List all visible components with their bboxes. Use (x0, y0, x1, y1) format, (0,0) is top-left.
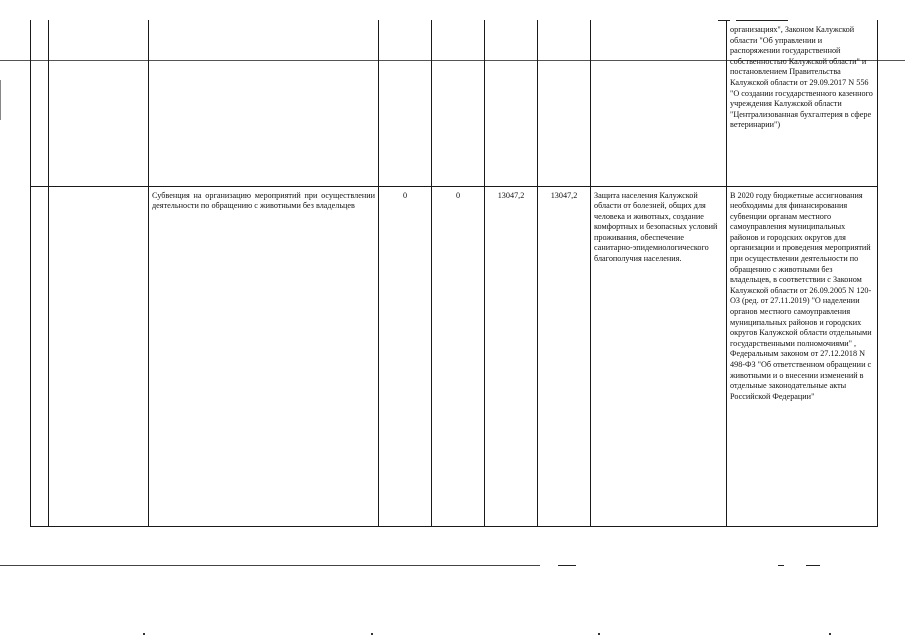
table-row-subsidy (31, 186, 878, 526)
scan-artifact-left-edge (0, 80, 1, 120)
budget-justification-table (30, 20, 878, 527)
cell-value-4 (538, 20, 591, 186)
cell-justification: организациях", Законом Калужской области "Об управлении и распоряжении государственной собственностью Калужской области" и постановлением Правительства Калужской области от 29.09.2017 N 556 "О создании государственного казенного учреждения Калужской области "Централизованная бухгалтерия в сфере ветеринарии") (727, 20, 878, 186)
cell-value-2: 0 (432, 186, 485, 526)
scan-artifact-line-bottom (0, 565, 540, 566)
table-row-continued (31, 20, 878, 186)
scan-dot-3 (598, 633, 600, 635)
cell-name (149, 20, 379, 186)
cell-value-1: 0 (379, 186, 432, 526)
cell-value-3 (485, 20, 538, 186)
cell-goal (591, 20, 727, 186)
cell-justification: В 2020 году бюджетные ассигнования необходимы для финансирования субвенции органам местного самоуправления муниципальных районов и городских округов для организации и проведения мероприятий при осуществлении деятельности по обращению с животными без владельцев, в соответствии с Законом Калужской области от 26.09.2005 N 120-ОЗ (ред. от 27.11.2019) "О наделении органов местного самоуправления муниципальных районов и городских округов Калужской области отдельными государственными полномочиями" , Федеральным законом от 27.12.2018 N 498-ФЗ "Об ответственном обращении с животными и о внесении изменений в отдельные законодательные акты Российской Федерации" (727, 186, 878, 526)
cell-value-3: 13047,2 (485, 186, 538, 526)
scan-artifact-dash-2 (778, 565, 784, 566)
cell-code (49, 186, 149, 526)
cell-goal: Защита населения Калужской области от болезней, общих для человека и животных, создание комфортных и безопасных условий проживания, обеспечение санитарно-эпидемиологического благополучия населения. (591, 186, 727, 526)
cell-index (31, 186, 49, 526)
cell-value-4: 13047,2 (538, 186, 591, 526)
scan-dot-4 (829, 633, 831, 635)
cell-value-2 (432, 20, 485, 186)
cell-name: Субвенция на организацию мероприятий при осуществлении деятельности по обращению с животными без владельцев (149, 186, 379, 526)
scan-artifact-dash-1 (558, 565, 576, 566)
cell-index (31, 20, 49, 186)
scan-dot-1 (143, 633, 145, 635)
cell-code (49, 20, 149, 186)
scan-dot-2 (371, 633, 373, 635)
scan-artifact-dash-3 (806, 565, 820, 566)
cell-value-1 (379, 20, 432, 186)
